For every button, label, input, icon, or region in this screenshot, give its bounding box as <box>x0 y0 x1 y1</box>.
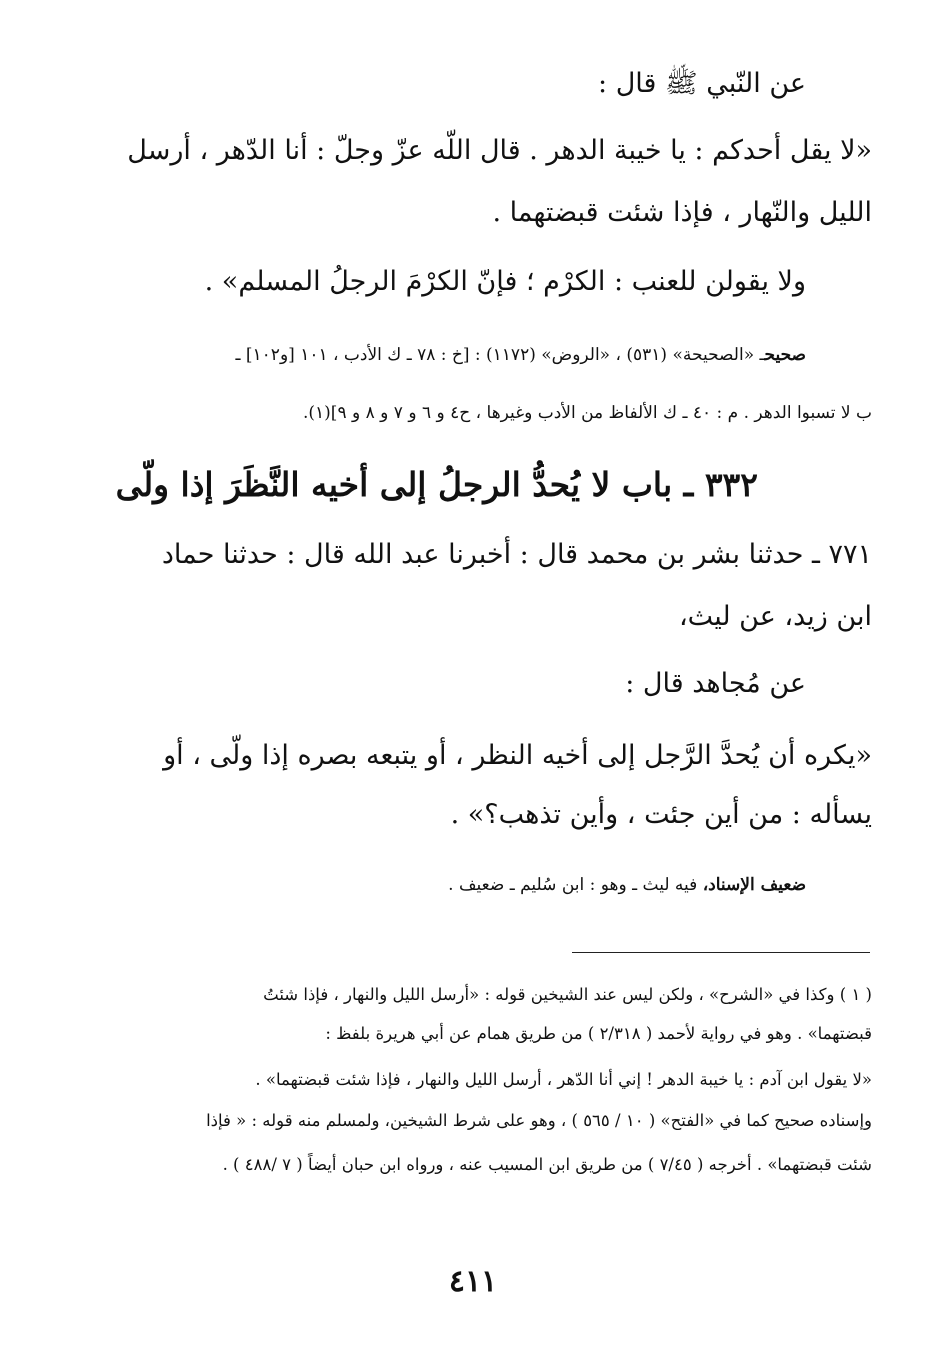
hadith-intro-line: عن النّبي ﷺ قال : <box>598 68 806 99</box>
page-number: ٤١١ <box>448 1264 498 1299</box>
hadith-771-narrator: عن مُجاهد قال : <box>625 668 806 699</box>
hadith-771-isnad-line-1: ٧٧١ ـ حدثنا بشر بن محمد قال : أخبرنا عبد الله قال : حدثنا حماد <box>161 539 872 570</box>
grading-label: صحيح <box>764 345 806 365</box>
footnote-line-3: «لا يقول ابن آدم : يا خيبة الدهر ! إني أنا الدّهر ، أرسل الليل والنهار ، فإذا شئت قبضتهما» . <box>255 1070 872 1089</box>
grading-text: فيه ليث ـ وهو : ابن سُليم ـ ضعيف . <box>448 875 703 895</box>
hadith-quote-line-2: الليل والنّهار ، فإذا شئت قبضتهما . <box>492 197 872 228</box>
chapter-heading: ٣٣٢ ـ باب لا يُحدُّ الرجلُ إلى أخيه النَّظَرَ إذا ولّى <box>115 465 758 504</box>
grading-line-2: ب لا تسبوا الدهر . م : ٤٠ ـ ك الألفاظ من الأدب وغيرها ، ح٤ و ٦ و ٧ و ٨ و ٩](١). <box>302 403 872 423</box>
hadith-771-matn-line-1: «يكره أن يُحدَّ الرَّجل إلى أخيه النظر ، أو يتبعه بصره إذا ولّى ، أو <box>163 740 872 771</box>
hadith-771-grading <box>448 870 806 900</box>
footnote-line-4: وإسناده صحيح كما في «الفتح» ( ١٠ / ٥٦٥ ) ، وهو على شرط الشيخين، ولمسلم منه قوله : « فإذا <box>206 1111 872 1130</box>
footnote-line-1: ( ١ ) وكذا في «الشرح» ، ولكن ليس عند الشيخين قوله : «أرسل الليل والنهار ، فإذا شئتُ <box>263 985 872 1004</box>
hadith-quote-line-1: «لا يقل أحدكم : يا خيبة الدهر . قال اللّه عزّ وجلّ : أنا الدّهر ، أرسل <box>127 135 872 166</box>
grading-text: ـ «الصحيحة» (٥٣١) ، «الروض» (١١٧٢) : [خ : ٧٨ ـ ك الأدب ، ١٠١ [و١٠٢] ـ <box>235 345 765 365</box>
footnote-line-2: قبضتهما» . وهو في رواية لأحمد ( ٢/٣١٨ ) من طريق همام عن أبي هريرة بلفظ : <box>325 1024 872 1043</box>
grading-line-1 <box>236 340 807 370</box>
footnote-separator <box>572 952 870 953</box>
grading-label: ضعيف الإسناد، <box>702 875 806 895</box>
hadith-771-isnad-line-2: ابن زيد، عن ليث، <box>678 601 872 632</box>
footnote-line-5: شئت قبضتهما» . أخرجه ( ٧/٤٥ ) من طريق ابن المسيب عنه ، ورواه ابن حبان أيضاً ( ٧ /٤٨٨ ) . <box>222 1155 872 1174</box>
hadith-quote-line-3: ولا يقولن للعنب : الكرْم ؛ فإنّ الكرْمَ الرجلُ المسلم» . <box>204 266 806 297</box>
hadith-771-matn-line-2: يسأله : من أين جئت ، وأين تذهب؟» . <box>450 799 872 830</box>
